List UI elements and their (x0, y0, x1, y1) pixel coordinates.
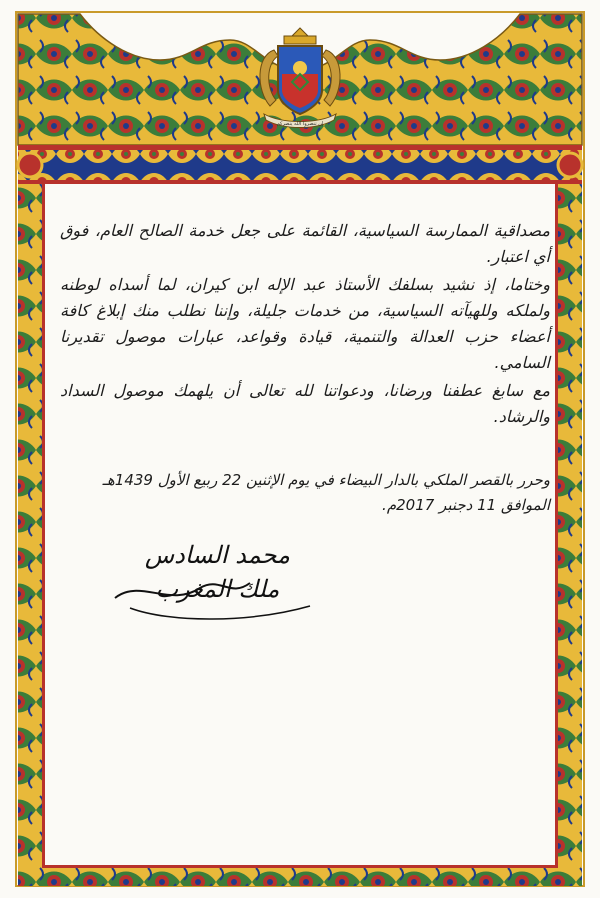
closing-line-2: الموافق 11 دجنبر 2017م. (382, 496, 550, 514)
closing-line-1: وحرر بالقصر الملكي بالدار البيضاء في يوم الإثنين 22 ربيع الأول 1439هـ (102, 471, 550, 489)
letter-paragraph: مع سابغ عطفنا ورضانا، ودعواتنا لله تعالى أن يلهمك موصول السداد والرشاد. (60, 381, 550, 426)
royal-signature (110, 528, 370, 628)
signature-title: ملك المغرب (155, 575, 280, 603)
emblem-motto: إن تنصروا الله ينصركم (276, 121, 324, 127)
letter-paragraph: مصداقية الممارسة السياسية، القائمة على جعل خدمة الصالح العام، فوق أي اعتبار. (60, 221, 550, 266)
letter-body (60, 218, 550, 432)
date-place-line (60, 468, 550, 518)
signature-name: محمد السادس (144, 541, 290, 569)
letter-paragraph: وختاما، إذ نشيد بسلفك الأستاذ عبد الإله ابن كيران، لما أسداه لوطنه ولملكه وللهيآته السياسية، من خدمات جليلة، وإننا نطلب منك إبلاغ كافة أعضاء حزب العدالة والتنمية، قيادة وقواعد، عبارات موصول تقديرنا السامي. (60, 275, 550, 372)
